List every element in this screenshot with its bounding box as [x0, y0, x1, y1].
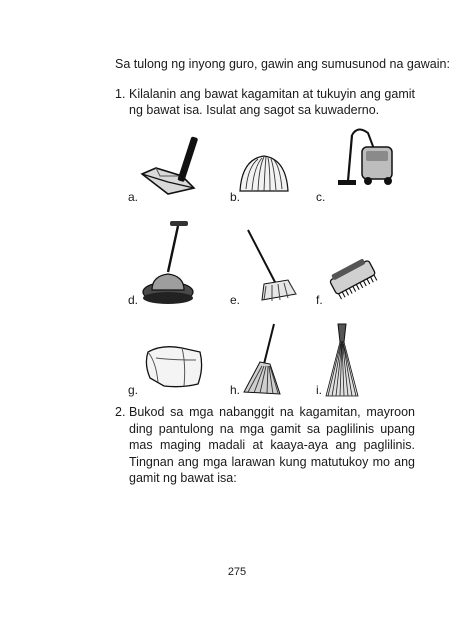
item-letter-g: g. [128, 383, 139, 397]
item-letter-a: a. [128, 190, 139, 204]
item-letter-i: i. [316, 383, 322, 397]
scrub-brush-icon [326, 257, 382, 303]
item-letter-b: b. [230, 190, 241, 204]
item-letter-c: c. [316, 190, 326, 204]
instruction-1-number: 1. [115, 87, 126, 101]
cleaning-rag-icon [142, 338, 206, 392]
feather-duster-icon [238, 153, 290, 193]
instruction-2 [115, 404, 415, 487]
instruction-1 [115, 86, 415, 118]
vacuum-cleaner-icon [328, 125, 400, 189]
intro-text: Sa tulong ng inyong guro, gawin ang sumusunod na gawain: [115, 57, 450, 71]
item-letter-d: d. [128, 293, 139, 307]
item-letter-f: f. [316, 293, 323, 307]
stick-broom-icon [322, 322, 362, 398]
instruction-1-text: Kilalanin ang bawat kagamitan at tukuyin ang gamit ng bawat isa. Isulat ang sagot sa kuwaderno. [129, 87, 415, 117]
dustpan-icon [138, 130, 210, 196]
soft-broom-icon [240, 322, 288, 396]
mop-icon [242, 228, 302, 304]
instruction-2-text: Bukod sa mga nabanggit na kagamitan, mayroon ding pantulong na mga gamit sa paglilinis upang mas maging madali at kaaya-aya ang paglilinis. Tingnan ang mga larawan kung matutukoy mo ang gamit ng bawat isa: [129, 405, 415, 485]
item-letter-h: h. [230, 383, 241, 397]
page-number: 275 [227, 566, 247, 578]
item-letter-e: e. [230, 293, 241, 307]
floor-polisher-icon [140, 220, 196, 306]
instruction-2-number: 2. [115, 405, 126, 419]
